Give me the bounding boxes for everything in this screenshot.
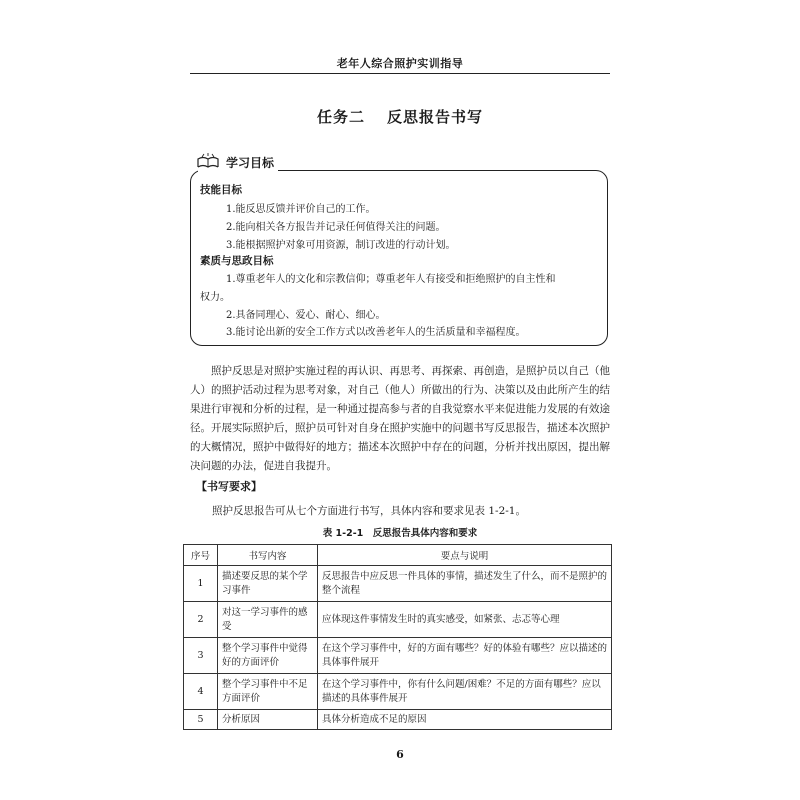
table-row bbox=[184, 638, 612, 674]
skill-item-3: 3.能根据照护对象可用资源，制订改进的行动计划。 bbox=[226, 240, 456, 251]
learning-goals-tag bbox=[196, 152, 276, 172]
row-note: 在这个学习事件中，你有什么问题/困难？不足的方面有哪些？应以描述的具体事件展开 bbox=[318, 674, 612, 710]
task-title bbox=[190, 106, 610, 127]
task-number: 任务二 bbox=[316, 108, 365, 126]
row-content: 整个学习事件中觉得好的方面评价 bbox=[218, 638, 318, 674]
intro-paragraph bbox=[190, 362, 610, 476]
open-book-icon bbox=[196, 153, 220, 171]
row-num: 3 bbox=[184, 638, 218, 674]
quality-item-3: 3.能讨论出新的安全工作方式以改善老年人的生活质量和幸福程度。 bbox=[226, 327, 526, 338]
row-note: 应体现这件事情发生时的真实感受，如紧张、忐忑等心理 bbox=[318, 602, 612, 638]
row-content: 描述要反思的某个学习事件 bbox=[218, 566, 318, 602]
table-row bbox=[184, 566, 612, 602]
row-num: 1 bbox=[184, 566, 218, 602]
row-content: 整个学习事件中不足方面评价 bbox=[218, 674, 318, 710]
row-note: 具体分析造成不足的原因 bbox=[318, 710, 612, 730]
row-note: 在这个学习事件中，好的方面有哪些？好的体验有哪些？应以描述的具体事件展开 bbox=[318, 638, 612, 674]
skill-item-2: 2.能向相关各方报告并记录任何值得关注的问题。 bbox=[226, 222, 446, 233]
intro-text: 照护反思是对照护实施过程的再认识、再思考、再探索、再创造，是照护员以自己（他人）的照护活动过程为思考对象，对自己（他人）所做出的行为、决策以及由此所产生的结果进行审视和分析的过程，是一种通过提高参与者的自我觉察水平来促进能力发展的有效途径。开展实际照护后，照护员可针对自身在照护实施中的问题书写反思报告，描述本次照护的大概情况，照护中做得好的地方；描述本次照护中存在的问题，分析并找出原因，提出解决问题的办法，促进自我提升。 bbox=[190, 365, 610, 472]
requirements-text: 照护反思报告可从七个方面进行书写，具体内容和要求见表 1-2-1。 bbox=[212, 505, 526, 517]
table-row bbox=[184, 674, 612, 710]
quality-item-1-line2: 权力。 bbox=[200, 292, 230, 303]
header-num: 序号 bbox=[184, 545, 218, 566]
row-num: 2 bbox=[184, 602, 218, 638]
table-caption: 表 1-2-1 反思报告具体内容和要求 bbox=[322, 528, 478, 539]
table-row bbox=[184, 710, 612, 730]
quality-title: 素质与思政目标 bbox=[200, 255, 274, 267]
table-header-row bbox=[184, 545, 612, 566]
task-name: 反思报告书写 bbox=[387, 108, 484, 126]
table-row bbox=[184, 602, 612, 638]
row-note: 反思报告中应反思一件具体的事情，描述发生了什么，而不是照护的整个流程 bbox=[318, 566, 612, 602]
row-num: 5 bbox=[184, 710, 218, 730]
running-header: 老年人综合照护实训指导 bbox=[336, 57, 464, 70]
requirements-table bbox=[183, 544, 612, 730]
quality-item-2: 2.具备同理心、爱心、耐心、细心。 bbox=[226, 310, 386, 321]
row-num: 4 bbox=[184, 674, 218, 710]
requirements-title: 【书写要求】 bbox=[196, 480, 262, 493]
page-number: 6 bbox=[396, 748, 404, 761]
header-note: 要点与说明 bbox=[318, 545, 612, 566]
header-content: 书写内容 bbox=[218, 545, 318, 566]
skill-item-1: 1.能反思反馈并评价自己的工作。 bbox=[226, 204, 376, 215]
row-content: 对这一学习事件的感受 bbox=[218, 602, 318, 638]
quality-item-1-line1: 1.尊重老年人的文化和宗教信仰；尊重老年人有接受和拒绝照护的自主性和 bbox=[226, 274, 556, 285]
skills-title: 技能目标 bbox=[200, 184, 242, 196]
header-rule bbox=[190, 73, 610, 74]
row-content: 分析原因 bbox=[218, 710, 318, 730]
learning-goals-label: 学习目标 bbox=[226, 155, 275, 170]
